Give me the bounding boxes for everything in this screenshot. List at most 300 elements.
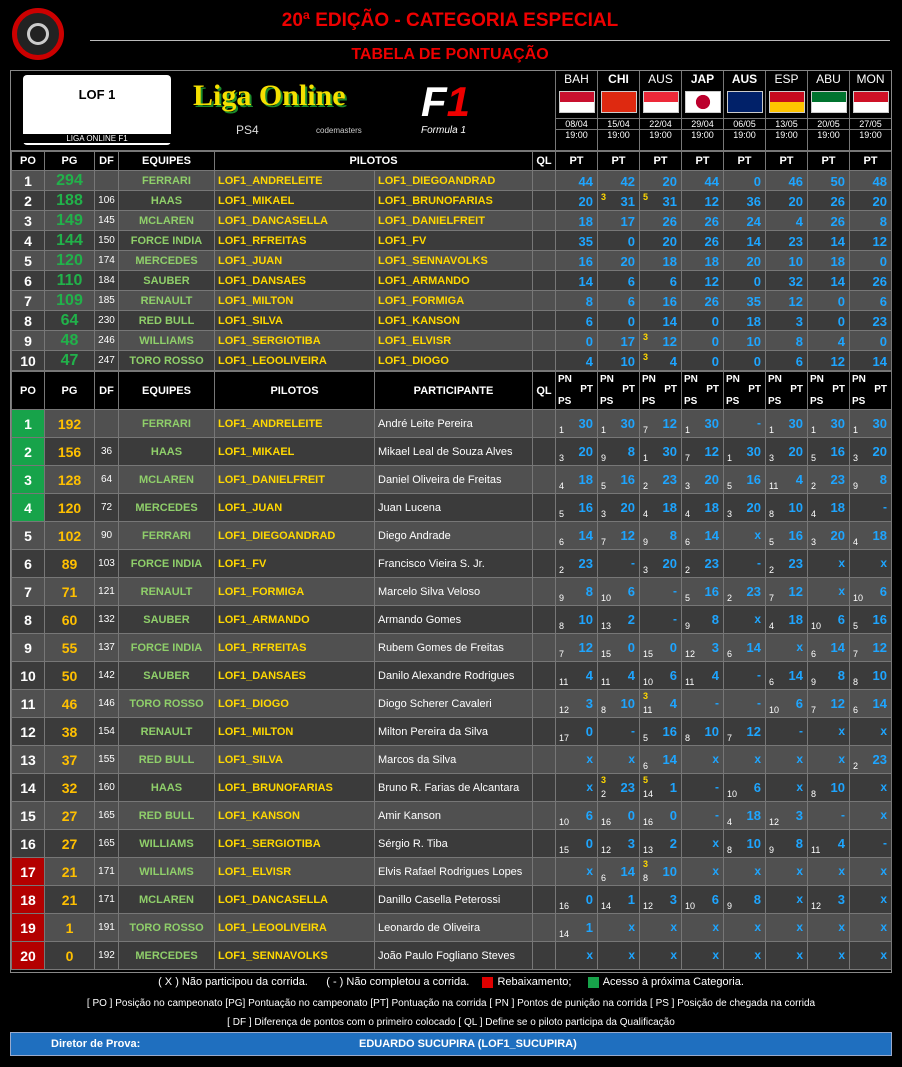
points-value: x: [754, 528, 761, 542]
col-pt: PT: [706, 384, 719, 395]
race-result: [598, 690, 640, 718]
points-value: 30: [578, 416, 593, 431]
driver-gamertag: LOF1_KANSON: [215, 802, 375, 830]
race-cell: [850, 774, 891, 801]
race-cell: [850, 211, 891, 230]
race-result: [556, 466, 598, 494]
race-points: [724, 211, 766, 231]
points-value: 18: [830, 500, 845, 515]
race-cell: [850, 251, 891, 270]
points-value: 4: [585, 354, 593, 369]
team-name: FORCE INDIA: [119, 231, 215, 251]
points-value: 35: [746, 294, 761, 309]
points-value: x: [796, 892, 803, 906]
finish-position: 15: [601, 649, 612, 659]
race-cell: [808, 774, 849, 801]
points-value: 18: [746, 314, 761, 329]
race-result: [850, 690, 892, 718]
race-cell: [850, 746, 891, 773]
finish-position: 6: [811, 649, 817, 659]
driver-1: LOF1_RFREITAS: [215, 231, 375, 251]
race-cell: [808, 311, 849, 330]
race-result: [724, 774, 766, 802]
points-value: 20: [662, 556, 677, 571]
col-ps: PS: [558, 396, 572, 407]
team-position: 10: [12, 351, 45, 371]
driver-position: 10: [12, 662, 45, 690]
race-points: [556, 191, 598, 211]
ql-cell: [533, 251, 556, 271]
race-cell: [682, 494, 723, 521]
driver-points: 192: [45, 410, 95, 438]
points-value: 6: [627, 294, 635, 309]
race-cell: [808, 634, 849, 661]
finish-position: 6: [853, 705, 859, 715]
race-cell: [598, 802, 639, 829]
race-result: [640, 718, 682, 746]
points-value: 12: [704, 274, 719, 289]
race-result: [850, 942, 892, 970]
race-result: [556, 942, 598, 970]
driver-row: [12, 718, 892, 746]
driver-gamertag: LOF1_FORMIGA: [215, 578, 375, 606]
race-result: [808, 578, 850, 606]
promotion-swatch: [588, 977, 599, 988]
points-value: x: [838, 584, 845, 598]
col-pilotos: PILOTOS: [215, 152, 533, 171]
driver-points: 21: [45, 886, 95, 914]
points-value: 16: [704, 584, 719, 599]
race-result: [850, 578, 892, 606]
race-cell: [682, 718, 723, 745]
race-result: [598, 410, 640, 438]
ql-cell: [533, 746, 556, 774]
points-value: 3: [711, 640, 719, 655]
race-cell: [598, 466, 639, 493]
race-cell: [724, 718, 765, 745]
race-result: [766, 886, 808, 914]
finish-position: 12: [559, 705, 570, 715]
race-cell: [640, 251, 681, 270]
points-value: x: [670, 920, 677, 934]
driver-position: 14: [12, 774, 45, 802]
race-cell: [766, 466, 807, 493]
race-cell: [850, 410, 891, 437]
finish-position: 11: [559, 677, 569, 687]
ql-cell: [533, 830, 556, 858]
race-result: [766, 606, 808, 634]
race-cell: [808, 690, 849, 717]
finish-position: 1: [685, 425, 691, 435]
flag-bah-icon: [559, 91, 595, 113]
team-diff: 184: [95, 271, 119, 291]
points-value: 10: [704, 724, 719, 739]
race-cell: [682, 802, 723, 829]
driver-diff: 160: [95, 774, 119, 802]
driver-2: LOF1_KANSON: [375, 311, 533, 331]
points-value: 18: [662, 254, 677, 269]
race-result: [682, 942, 724, 970]
points-value: x: [796, 948, 803, 962]
race-cell: [556, 802, 597, 829]
finish-position: 5: [643, 733, 649, 743]
finish-position: 12: [685, 649, 696, 659]
points-value: 1: [669, 780, 677, 795]
race-cell: [640, 886, 681, 913]
points-value: 24: [746, 214, 761, 229]
race-result: [556, 662, 598, 690]
driver-position: 9: [12, 634, 45, 662]
race-points: [556, 291, 598, 311]
race-result: [640, 886, 682, 914]
points-value: 14: [830, 274, 845, 289]
race-result: [556, 690, 598, 718]
finish-position: 14: [559, 929, 570, 939]
race-points: [766, 331, 808, 351]
ql-cell: [533, 858, 556, 886]
finish-position: 4: [559, 481, 565, 491]
driver-team: WILLIAMS: [119, 830, 215, 858]
col-pt: PT: [850, 152, 892, 171]
driver-name: Diogo Scherer Cavaleri: [375, 690, 533, 718]
team-diff: [95, 171, 119, 191]
finish-position: 6: [685, 537, 691, 547]
race-points: [556, 251, 598, 271]
race-cell: [640, 191, 681, 210]
finish-position: 5: [685, 593, 691, 603]
race-result: [724, 466, 766, 494]
race-result: [724, 886, 766, 914]
race-result: [766, 690, 808, 718]
driver-points: 27: [45, 830, 95, 858]
points-value: -: [799, 724, 803, 738]
driver-position: 4: [12, 494, 45, 522]
driver-position: 2: [12, 438, 45, 466]
points-value: 12: [662, 334, 677, 349]
points-value: 8: [879, 472, 887, 487]
finish-position: 3: [853, 453, 859, 463]
race-cell: [766, 578, 807, 605]
ql-cell: [533, 271, 556, 291]
race-code: BAH: [564, 72, 589, 86]
race-result: [598, 858, 640, 886]
points-value: -: [631, 556, 635, 570]
col-pn: PN: [726, 374, 740, 385]
race-cell: [556, 746, 597, 773]
race-result: [808, 858, 850, 886]
race-cell: [682, 774, 723, 801]
race-cell: [640, 522, 681, 549]
race-cell: [724, 774, 765, 801]
race-points: [724, 311, 766, 331]
driver-name: Marcos da Silva: [375, 746, 533, 774]
race-cell: [724, 690, 765, 717]
race-cell: [808, 886, 849, 913]
driver-position: 11: [12, 690, 45, 718]
race-points: [766, 231, 808, 251]
driver-gamertag: LOF1_JUAN: [215, 494, 375, 522]
points-value: 30: [830, 416, 845, 431]
team-name: RED BULL: [119, 311, 215, 331]
race-result: [724, 746, 766, 774]
points-value: 23: [578, 556, 593, 571]
finish-position: 11: [769, 481, 779, 491]
race-code: AUS: [731, 72, 758, 86]
col-pt: PT: [748, 384, 761, 395]
race-subheader: [598, 372, 640, 410]
points-value: 30: [620, 416, 635, 431]
race-points: [808, 251, 850, 271]
race-result: [598, 830, 640, 858]
race-cell: [682, 578, 723, 605]
race-cell: [724, 858, 765, 885]
finish-position: 10: [769, 705, 780, 715]
race-points: [598, 171, 640, 191]
race-result: [598, 914, 640, 942]
driver-gamertag: LOF1_DIOGO: [215, 690, 375, 718]
points-value: 4: [711, 668, 719, 683]
col-ps: PS: [600, 396, 614, 407]
points-value: 16: [578, 500, 593, 515]
race-points: [598, 331, 640, 351]
col-pn: PN: [558, 374, 572, 385]
race-director-bar: [10, 1032, 892, 1056]
finish-position: 2: [811, 481, 817, 491]
team-position: 1: [12, 171, 45, 191]
driver-row: [12, 858, 892, 886]
points-value: x: [796, 780, 803, 794]
ql-cell: [533, 886, 556, 914]
race-result: [766, 438, 808, 466]
points-value: x: [712, 864, 719, 878]
race-result: [808, 494, 850, 522]
points-value: 12: [578, 640, 593, 655]
race-code: CHI: [608, 72, 629, 86]
ql-cell: [533, 690, 556, 718]
race-points: [766, 311, 808, 331]
points-value: 16: [662, 724, 677, 739]
race-cell: [724, 886, 765, 913]
points-value: 0: [837, 294, 845, 309]
points-value: 0: [837, 314, 845, 329]
points-value: 4: [669, 354, 677, 369]
race-result: [682, 830, 724, 858]
race-cell: [598, 494, 639, 521]
points-value: 8: [795, 334, 803, 349]
points-value: x: [712, 920, 719, 934]
points-value: 0: [711, 314, 719, 329]
team-points: 188: [45, 191, 95, 211]
col-pt: PT: [874, 384, 887, 395]
race-cell: [556, 662, 597, 689]
race-result: [850, 886, 892, 914]
points-value: 20: [662, 174, 677, 189]
race-cell: [682, 231, 723, 250]
flag-esp-icon: [769, 91, 805, 113]
race-cell: [808, 830, 849, 857]
finish-position: 11: [643, 705, 653, 715]
race-cell: [766, 914, 807, 941]
driver-diff: 142: [95, 662, 119, 690]
points-value: 0: [753, 274, 761, 289]
race-result: [556, 410, 598, 438]
points-value: 16: [620, 472, 635, 487]
points-value: 16: [872, 612, 887, 627]
points-value: x: [670, 948, 677, 962]
race-cell: [766, 942, 807, 969]
race-result: [682, 522, 724, 550]
race-result: [808, 522, 850, 550]
driver-position: 20: [12, 942, 45, 970]
points-value: 30: [872, 416, 887, 431]
race-points: [724, 331, 766, 351]
race-cell: [766, 351, 807, 370]
race-result: [556, 438, 598, 466]
col-pn: PN: [810, 374, 824, 385]
race-cell: [556, 942, 597, 969]
points-value: 14: [830, 234, 845, 249]
race-cell: [724, 331, 765, 350]
driver-position: 5: [12, 522, 45, 550]
race-cell: [724, 606, 765, 633]
points-value: 18: [704, 500, 719, 515]
points-value: 23: [788, 234, 803, 249]
points-value: 18: [746, 808, 761, 823]
race-result: [850, 466, 892, 494]
points-value: x: [754, 864, 761, 878]
points-value: 26: [662, 214, 677, 229]
driver-2: LOF1_ELVISR: [375, 331, 533, 351]
driver-points: 55: [45, 634, 95, 662]
race-result: [850, 410, 892, 438]
race-result: [556, 886, 598, 914]
driver-gamertag: LOF1_RFREITAS: [215, 634, 375, 662]
driver-position: 8: [12, 606, 45, 634]
driver-row: [12, 774, 892, 802]
finish-position: 13: [643, 845, 654, 855]
race-result: [766, 718, 808, 746]
points-value: x: [712, 836, 719, 850]
race-cell: [808, 606, 849, 633]
points-value: x: [838, 948, 845, 962]
race-cell: [640, 351, 681, 370]
driver-diff: 132: [95, 606, 119, 634]
race-result: [850, 550, 892, 578]
col-pt: PT: [682, 152, 724, 171]
col-ps: PS: [810, 396, 824, 407]
points-value: 16: [788, 528, 803, 543]
driver-gamertag: LOF1_DANCASELLA: [215, 886, 375, 914]
points-value: 3: [795, 808, 803, 823]
driver-row: [12, 522, 892, 550]
finish-position: 12: [811, 901, 822, 911]
race-cell: [640, 231, 681, 250]
points-value: 30: [788, 416, 803, 431]
col-pt: PT: [664, 384, 677, 395]
points-value: 12: [620, 528, 635, 543]
race-result: [808, 634, 850, 662]
race-result: [766, 746, 808, 774]
race-cell: [766, 858, 807, 885]
race-points: [850, 331, 892, 351]
race-result: [850, 914, 892, 942]
points-value: 12: [746, 724, 761, 739]
driver-position: 6: [12, 550, 45, 578]
driver-name: Danillo Casella Peterossi: [375, 886, 533, 914]
points-value: 0: [585, 724, 593, 739]
race-cell: [556, 438, 597, 465]
race-points: [766, 211, 808, 231]
points-value: 4: [585, 668, 593, 683]
driver-gamertag: LOF1_SERGIOTIBA: [215, 830, 375, 858]
points-value: x: [838, 556, 845, 570]
driver-row: [12, 550, 892, 578]
race-points: [556, 171, 598, 191]
driver-diff: 90: [95, 522, 119, 550]
finish-position: 12: [643, 901, 654, 911]
race-cell: [682, 522, 723, 549]
race-points: [598, 211, 640, 231]
race-cell: [850, 494, 891, 521]
race-cell: [850, 858, 891, 885]
driver-standings-table: [11, 371, 892, 970]
col-pt: PT: [580, 384, 593, 395]
race-points: [682, 251, 724, 271]
driver-points: 120: [45, 494, 95, 522]
driver-name: Milton Pereira da Silva: [375, 718, 533, 746]
race-result: [808, 466, 850, 494]
points-value: -: [757, 416, 761, 430]
race-cell: [850, 466, 891, 493]
race-result: [724, 858, 766, 886]
points-value: 20: [788, 194, 803, 209]
points-value: 16: [746, 472, 761, 487]
race-result: [766, 830, 808, 858]
finish-position: 14: [643, 789, 654, 799]
race-cell: [556, 886, 597, 913]
race-points: [640, 351, 682, 371]
points-value: 8: [795, 836, 803, 851]
race-cell: [682, 662, 723, 689]
race-result: [598, 802, 640, 830]
race-points: [598, 271, 640, 291]
driver-2: LOF1_DANIELFREIT: [375, 211, 533, 231]
race-cell: [556, 466, 597, 493]
team-row: [12, 251, 892, 271]
ql-cell: [533, 942, 556, 970]
race-cell: [808, 578, 849, 605]
race-cell: [766, 410, 807, 437]
finish-position: 7: [559, 649, 565, 659]
points-value: 12: [704, 444, 719, 459]
col-equipes: EQUIPES: [119, 372, 215, 410]
team-position: 7: [12, 291, 45, 311]
driver-gamertag: LOF1_ELVISR: [215, 858, 375, 886]
driver-name: João Paulo Fogliano Steves: [375, 942, 533, 970]
points-value: 20: [620, 500, 635, 515]
team-name: TORO ROSSO: [119, 351, 215, 371]
driver-2: LOF1_FORMIGA: [375, 291, 533, 311]
points-value: 20: [746, 500, 761, 515]
race-cell: [850, 942, 891, 969]
codemasters-logo: codemasters: [316, 126, 362, 135]
finish-position: 11: [811, 845, 821, 855]
points-value: 14: [704, 528, 719, 543]
points-value: 30: [662, 444, 677, 459]
banner: [11, 71, 891, 151]
points-value: 23: [746, 584, 761, 599]
race-cell: [850, 914, 891, 941]
